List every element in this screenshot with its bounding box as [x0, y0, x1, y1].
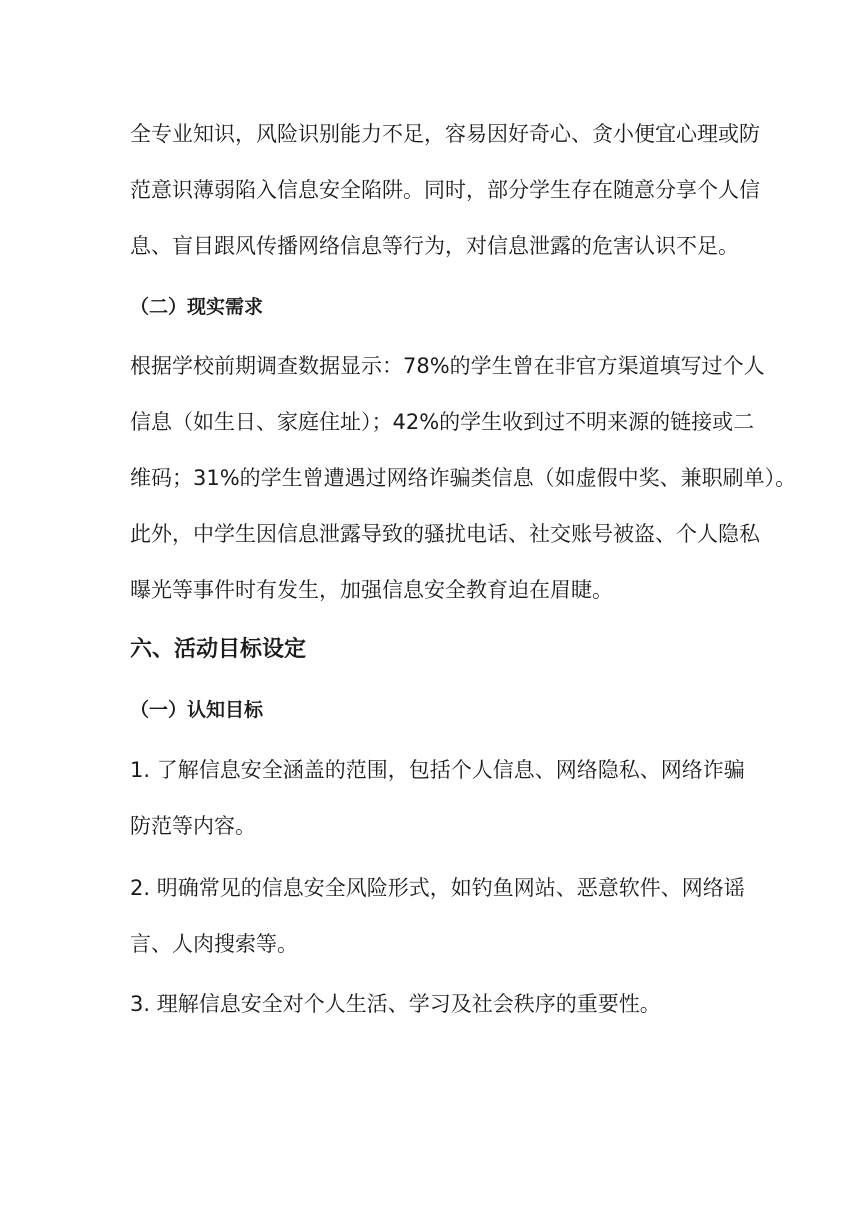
list-item-line: 言、人肉搜索等。 — [130, 932, 298, 956]
section-2-paragraph — [130, 338, 796, 618]
list-item-line: 1. 了解信息安全涵盖的范围，包括个人信息、网络隐私、网络诈骗 — [130, 758, 745, 782]
goal-item-3 — [130, 976, 661, 1032]
paragraph-line: 息、盲目跟风传播网络信息等行为，对信息泄露的危害认识不足。 — [130, 234, 739, 258]
intro-paragraph — [130, 106, 760, 274]
chapter-heading: 六、活动目标设定 — [130, 637, 307, 662]
paragraph-line: 曝光等事件时有发生，加强信息安全教育迫在眉睫。 — [130, 578, 613, 602]
paragraph-line: 范意识薄弱陷入信息安全陷阱。同时，部分学生存在随意分享个人信 — [130, 178, 760, 202]
section-2-heading — [130, 295, 263, 319]
list-item-line: 3. 理解信息安全对个人生活、学习及社会秩序的重要性。 — [130, 992, 661, 1016]
chapter-6-heading — [130, 636, 306, 664]
section-heading: （一）认知目标 — [130, 699, 264, 721]
paragraph-line: 此外，中学生因信息泄露导致的骚扰电话、社交账号被盗、个人隐私 — [130, 522, 760, 546]
paragraph-line: 根据学校前期调查数据显示：78%的学生曾在非官方渠道填写过个人 — [130, 354, 765, 378]
list-item-line: 防范等内容。 — [130, 814, 256, 838]
goal-item-1 — [130, 742, 745, 854]
list-item-line: 2. 明确常见的信息安全风险形式，如钓鱼网站、恶意软件、网络谣 — [130, 876, 745, 900]
goal-1-heading — [130, 698, 263, 722]
paragraph-line: 信息（如生日、家庭住址）；42%的学生收到过不明来源的链接或二 — [130, 410, 755, 434]
section-heading: （二）现实需求 — [130, 296, 264, 318]
paragraph-line: 维码；31%的学生曾遭遇过网络诈骗类信息（如虚假中奖、兼职刷单）。 — [130, 466, 797, 490]
goal-item-2 — [130, 860, 745, 972]
paragraph-line: 全专业知识，风险识别能力不足，容易因好奇心、贪小便宜心理或防 — [130, 122, 760, 146]
